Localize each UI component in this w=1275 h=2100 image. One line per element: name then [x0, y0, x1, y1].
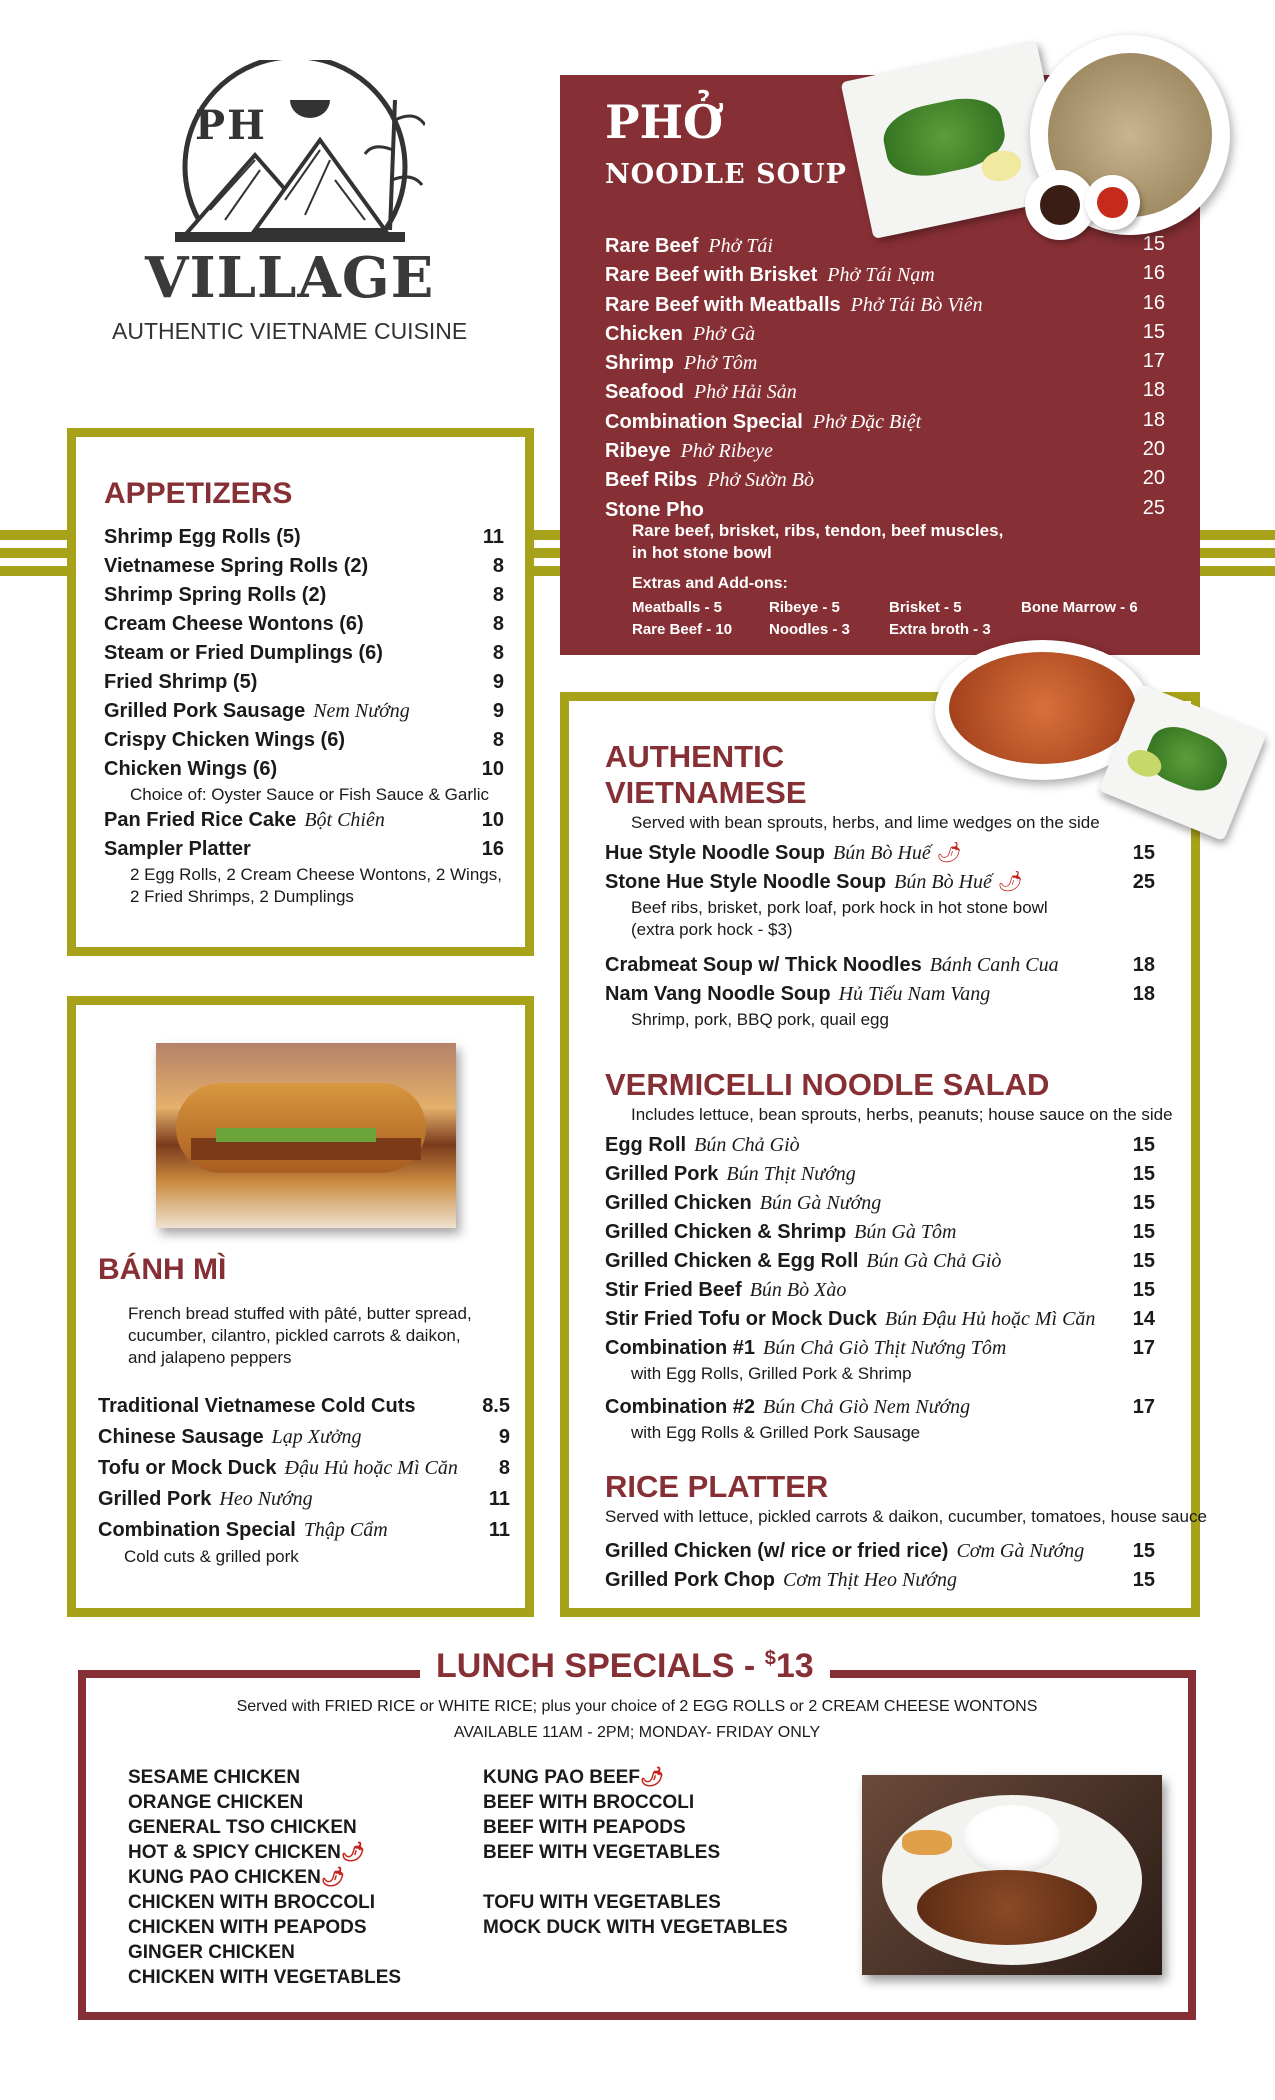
menu-item: Shrimp Spring Rolls (2) 8 [104, 584, 504, 606]
vermicelli-list [605, 1131, 1155, 1444]
menu-item: Shrimp Egg Rolls (5) 11 [104, 526, 504, 548]
item-note: Shrimp, pork, BBQ pork, quail egg [631, 1010, 889, 1029]
lunch-note-line: AVAILABLE 11AM - 2PM; MONDAY- FRIDAY ONLY [453, 1724, 821, 1741]
menu-item: Steam or Fried Dumplings (6) 8 [104, 642, 504, 664]
extra-item: Noodles - 3 [769, 621, 850, 638]
menu-item: Stir Fried Tofu or Mock Duck Bún Đậu Hủ hoặc Mì Căn 14 [605, 1308, 1155, 1330]
item-note: 2 Egg Rolls, 2 Cream Cheese Wontons, 2 Wings, [130, 865, 502, 884]
menu-item: Crabmeat Soup w/ Thick Noodles Bánh Canh Cua 18 [605, 954, 1155, 976]
menu-item: Combination #2 Bún Chả Giò Nem Nướng 17 [605, 1396, 1155, 1418]
menu-item: Chicken Wings (6) 10 [104, 758, 504, 780]
extra-item: Extra broth - 3 [889, 621, 991, 638]
appetizers-box [67, 428, 534, 956]
banh-mi-title: BÁNH MÌ [98, 1253, 227, 1286]
menu-item: Cream Cheese Wontons (6) 8 [104, 613, 504, 635]
chili-icon: 🌶 [997, 871, 1023, 893]
pho-item: Chicken Phở Gà 15 [605, 320, 1165, 345]
item-note: Cold cuts & grilled pork [124, 1547, 299, 1566]
banh-mi-list [98, 1391, 510, 1568]
banh-mi-photo [156, 1043, 456, 1228]
menu-item: Grilled Pork Bún Thịt Nướng 15 [605, 1163, 1155, 1185]
menu-item: Sampler Platter 16 [104, 838, 504, 860]
banh-mi-box [67, 996, 534, 1617]
pho-item: Rare Beef Phở Tái 15 [605, 233, 1165, 257]
pho-title: PHỞ [605, 95, 724, 149]
pho-subtitle: NOODLE SOUP [605, 159, 847, 190]
lunch-item: ORANGE CHICKEN [128, 1792, 304, 1813]
logo-pho-text: PH [195, 102, 267, 149]
menu-item: Combination Special Thập Cẩm 11 [98, 1519, 510, 1541]
logo-village-text: VILLAGE [145, 245, 435, 311]
extra-item: Bone Marrow - 6 [1021, 599, 1138, 616]
menu-item: Combination #1 Bún Chả Giò Thịt Nướng Tôm 17 [605, 1337, 1155, 1359]
lunch-item: BEEF WITH PEAPODS [483, 1817, 686, 1838]
appetizers-list [104, 523, 504, 908]
menu-item: Hue Style Noodle Soup Bún Bò Huế 🌶 15 [605, 842, 1155, 864]
item-note: with Egg Rolls & Grilled Pork Sausage [631, 1423, 921, 1442]
menu-item: Crispy Chicken Wings (6) 8 [104, 729, 504, 751]
extras-title: Extras and Add-ons: [632, 575, 788, 592]
item-note: Beef ribs, brisket, pork loaf, pork hock in hot stone bowl [631, 898, 1048, 917]
extra-item: Brisket - 5 [889, 599, 962, 616]
banh-mi-desc-line: cucumber, cilantro, pickled carrots & daikon, [128, 1326, 461, 1345]
menu-item: Vietnamese Spring Rolls (2) 8 [104, 555, 504, 577]
menu-item: Grilled Chicken & Egg Roll Bún Gà Chả Giò 15 [605, 1250, 1155, 1272]
authentic-list [605, 839, 1155, 1031]
chili-icon: 🌶 [936, 842, 962, 864]
banh-mi-desc-line: French bread stuffed with pâté, butter spread, [128, 1304, 472, 1323]
lunch-item: HOT & SPICY CHICKEN🌶 [128, 1842, 366, 1863]
authentic-title-line: AUTHENTIC [605, 739, 785, 774]
lunch-item: CHICKEN WITH PEAPODS [128, 1917, 367, 1938]
chili-icon: 🌶 [340, 1842, 366, 1863]
stone-pho-desc [632, 520, 1003, 564]
lunch-price: 13 [775, 1647, 814, 1685]
lunch-title-text: LUNCH SPECIALS - [436, 1647, 765, 1685]
authentic-subtitle: Served with bean sprouts, herbs, and lime wedges on the side [631, 813, 1100, 832]
item-note: with Egg Rolls, Grilled Pork & Shrimp [631, 1364, 912, 1383]
sriracha-dish-photo [1085, 175, 1140, 230]
lunch-col-chicken [128, 1765, 401, 1990]
rice-subtitle: Served with lettuce, pickled carrots & daikon, cucumber, tomatoes, house sauce [605, 1507, 1207, 1526]
pho-item: Beef Ribs Phở Sườn Bò 20 [605, 467, 1165, 492]
pho-item: Combination Special Phở Đặc Biệt 18 [605, 408, 1165, 433]
banh-mi-desc-line: and jalapeno peppers [128, 1348, 292, 1367]
lunch-price-currency: $ [764, 1647, 776, 1670]
menu-item: Grilled Chicken Bún Gà Nướng 15 [605, 1192, 1155, 1214]
chili-icon: 🌶 [320, 1867, 345, 1888]
stone-pho-desc-line: Rare beef, brisket, ribs, tendon, beef muscles, [632, 521, 1004, 540]
extra-item: Meatballs - 5 [632, 599, 723, 616]
lunch-dish-photo [862, 1775, 1162, 1975]
logo-emblem [165, 60, 425, 270]
extra-item [1021, 619, 1171, 641]
menu-item: Chinese Sausage Lạp Xưởng 9 [98, 1426, 510, 1448]
lunch-item-spacer [483, 1865, 788, 1890]
lunch-note [78, 1694, 1196, 1746]
menu-item: Fried Shrimp (5) 9 [104, 671, 504, 693]
pho-item: Shrimp Phở Tôm 17 [605, 350, 1165, 375]
lunch-item: CHICKEN WITH VEGETABLES [128, 1967, 402, 1988]
lunch-item: GINGER CHICKEN [128, 1942, 295, 1963]
pho-item: Rare Beef with Brisket Phở Tái Nạm 16 [605, 262, 1165, 287]
chili-icon: 🌶 [639, 1767, 665, 1788]
extras-grid [632, 597, 1172, 641]
menu-item: Stir Fried Beef Bún Bò Xào 15 [605, 1279, 1155, 1301]
lunch-item: BEEF WITH VEGETABLES [483, 1842, 721, 1863]
pho-item: Seafood Phở Hải Sản 18 [605, 379, 1165, 404]
menu-item: Grilled Pork Heo Nướng 11 [98, 1488, 510, 1510]
vermicelli-title: VERMICELLI NOODLE SALAD [605, 1067, 1050, 1102]
lunch-note-line: Served with FRIED RICE or WHITE RICE; plus your choice of 2 EGG ROLLS or 2 CREAM CHEESE WONTONS [236, 1698, 1038, 1715]
extra-item: Rare Beef - 10 [632, 621, 733, 638]
pho-item: Rare Beef with Meatballs Phở Tái Bò Viên 16 [605, 291, 1165, 316]
lunch-item: GENERAL TSO CHICKEN [128, 1817, 357, 1838]
lunch-col-beef [483, 1765, 788, 1940]
authentic-title [605, 739, 807, 811]
menu-item: Tofu or Mock Duck Đậu Hủ hoặc Mì Căn 8 [98, 1457, 510, 1479]
pho-item: Stone Pho 25 [605, 496, 1165, 521]
menu-item: Pan Fried Rice Cake Bột Chiên 10 [104, 809, 504, 831]
menu-item: Traditional Vietnamese Cold Cuts 8.5 [98, 1395, 510, 1417]
lunch-item: BEEF WITH BROCCOLI [483, 1792, 695, 1813]
vermicelli-subtitle: Includes lettuce, bean sprouts, herbs, peanuts; house sauce on the side [631, 1105, 1173, 1124]
lunch-item: MOCK DUCK WITH VEGETABLES [483, 1917, 788, 1938]
menu-item: Egg Roll Bún Chả Giò 15 [605, 1134, 1155, 1156]
lunch-item: TOFU WITH VEGETABLES [483, 1892, 721, 1913]
extra-item: Ribeye - 5 [769, 599, 840, 616]
menu-item: Nam Vang Noodle Soup Hủ Tiếu Nam Vang 18 [605, 983, 1155, 1005]
menu-item: Grilled Chicken (w/ rice or fried rice) Cơm Gà Nướng 15 [605, 1540, 1155, 1562]
banh-mi-desc [128, 1303, 472, 1369]
lunch-item: CHICKEN WITH BROCCOLI [128, 1892, 375, 1913]
pho-item: Ribeye Phở Ribeye 20 [605, 438, 1165, 463]
stone-pho-desc-line: in hot stone bowl [632, 543, 772, 562]
lunch-item: SESAME CHICKEN [128, 1767, 301, 1788]
authentic-title-line: VIETNAMESE [605, 775, 807, 810]
menu-item: Grilled Chicken & Shrimp Bún Gà Tôm 15 [605, 1221, 1155, 1243]
menu-item: Grilled Pork Sausage Nem Nướng 9 [104, 700, 504, 722]
item-note: 2 Fried Shrimps, 2 Dumplings [130, 887, 354, 906]
lunch-title [420, 1647, 830, 1686]
pho-list [605, 233, 1165, 526]
menu-item: Grilled Pork Chop Cơm Thịt Heo Nướng 15 [605, 1569, 1155, 1591]
rice-list [605, 1537, 1155, 1595]
rice-title: RICE PLATTER [605, 1469, 829, 1504]
logo [100, 60, 468, 360]
item-note: (extra pork hock - $3) [631, 920, 793, 939]
logo-tagline: AUTHENTIC VIETNAME CUISINE [112, 318, 468, 344]
appetizers-title: APPETIZERS [104, 477, 293, 510]
right-menu-box [560, 692, 1207, 1617]
lunch-item: KUNG PAO CHICKEN🌶 [128, 1867, 345, 1888]
item-note: Choice of: Oyster Sauce or Fish Sauce & Garlic [130, 785, 490, 804]
lunch-item: KUNG PAO BEEF🌶 [483, 1767, 665, 1788]
menu-item: Stone Hue Style Noodle Soup Bún Bò Huế 🌶 25 [605, 871, 1155, 893]
